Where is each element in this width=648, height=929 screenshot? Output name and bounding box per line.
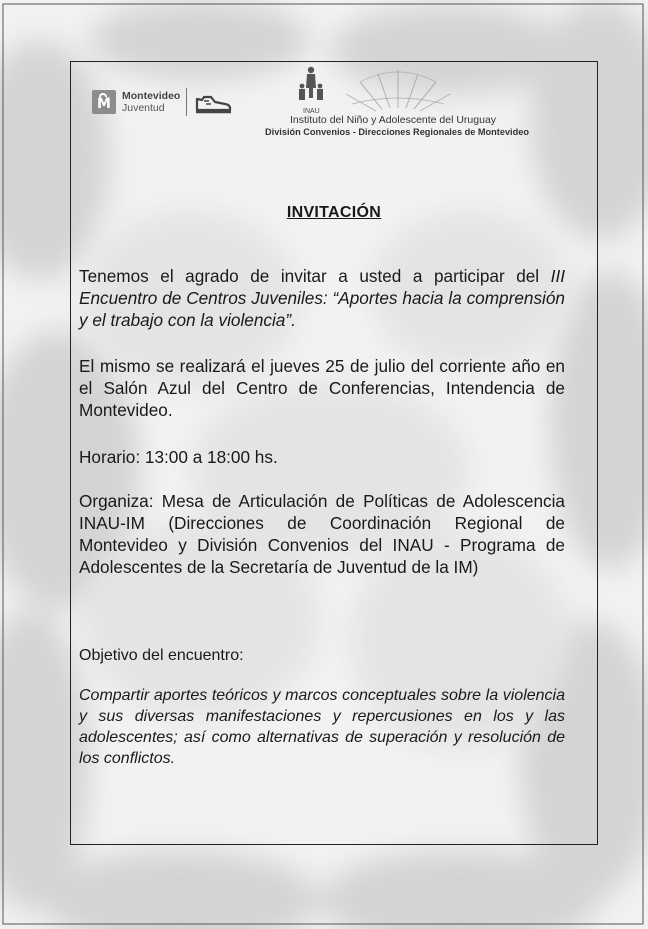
- montevideo-logo-name: Montevideo: [122, 90, 181, 102]
- event-organizers: Organiza: Mesa de Articulación de Políticas de Adolescencia INAU-IM (Direcciones de Coordinación Regional de Montevideo y División Convenios del INAU - Programa de Adolescentes de la Secretaría de Juventud de la IM): [79, 491, 565, 577]
- invitation-intro-text: Tenemos el agrado de invitar a usted a participar del: [79, 266, 540, 286]
- invitation-title: INVITACIÓN: [286, 204, 382, 221]
- montevideo-juventud-logo: [92, 88, 242, 124]
- inau-abbr: INAU: [303, 108, 320, 115]
- sneaker-icon: [194, 94, 234, 116]
- event-name: III Encuentro de Centros Juveniles: “Aportes hacia la comprensión y el trabajo con la violencia”.: [79, 266, 565, 330]
- logo-separator: [186, 88, 187, 116]
- inau-division-name: División Convenios - Direcciones Regionales de Montevideo: [265, 127, 529, 137]
- inau-institution-name: Instituto del Niño y Adolescente del Uruguay: [290, 114, 497, 126]
- montevideo-m-icon: M: [92, 90, 116, 114]
- montevideo-logo-sub: Juventud: [122, 102, 165, 114]
- objective-text: Compartir aportes teóricos y marcos conceptuales sobre la violencia y sus diversas manifestaciones y repercusiones en los y las adolescentes; así como alternativas de superación y resolución de los conflictos.: [79, 687, 565, 767]
- inau-logo: [290, 64, 480, 119]
- event-schedule: Horario: 13:00 a 18:00 hs.: [79, 447, 278, 467]
- invitation-intro-paragraph: [79, 265, 565, 331]
- objective-heading: Objetivo del encuentro:: [79, 647, 244, 664]
- event-date-location: El mismo se realizará el jueves 25 de julio del corriente año en el Salón Azul del Centro de Conferencias, Intendencia de Montevideo.: [79, 356, 565, 420]
